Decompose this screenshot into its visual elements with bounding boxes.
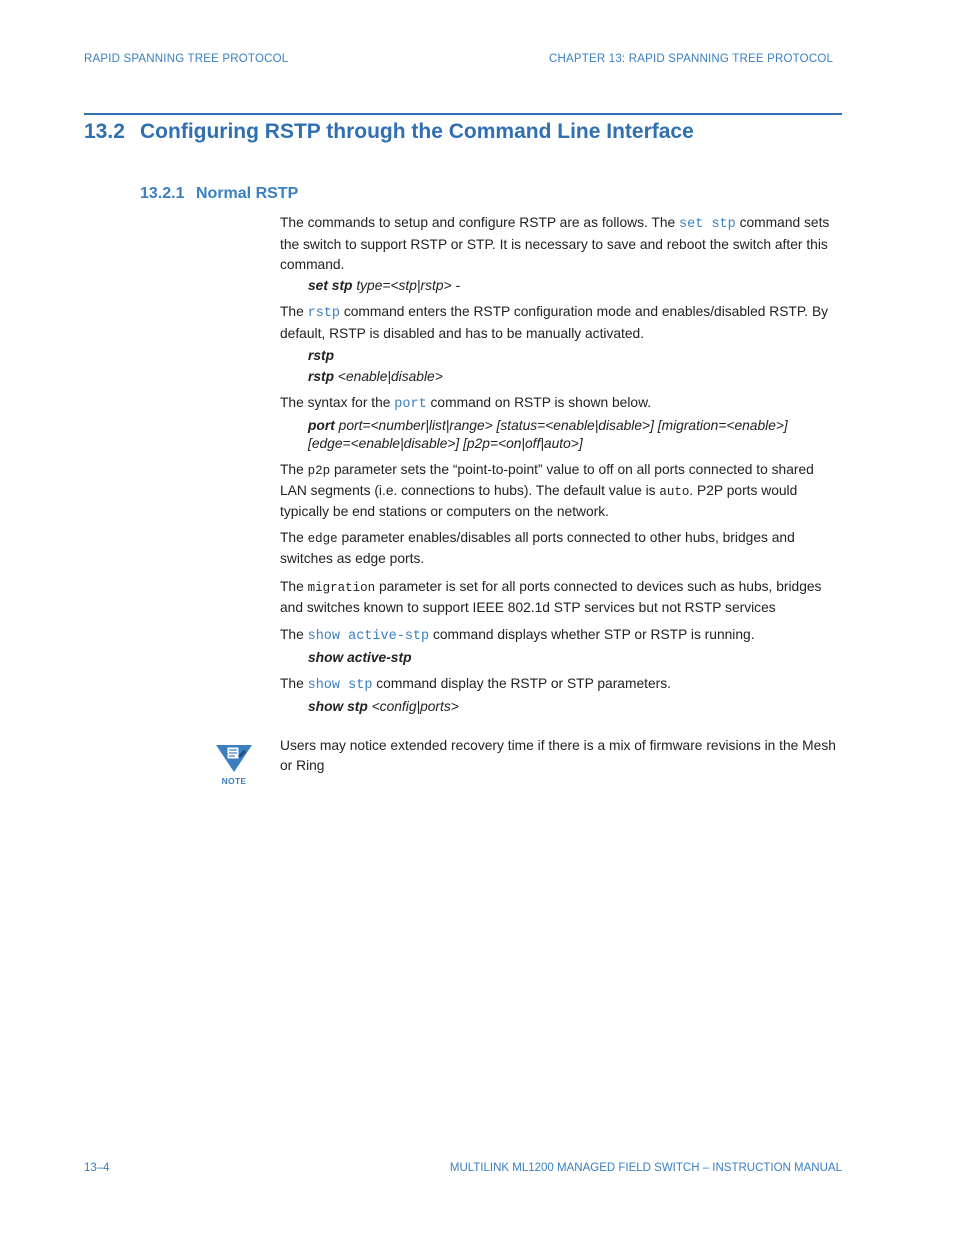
subsection-number: 13.2.1 [140, 185, 185, 202]
command-ref-rstp: rstp [307, 306, 341, 321]
command-keyword: show stp [308, 699, 368, 714]
text-run: The syntax for the [280, 395, 395, 410]
command-ref-show-active-stp: show active-stp [307, 629, 430, 644]
text-run: command displays whether STP or RSTP is running. [429, 627, 755, 642]
text-run: command sets the switch to support RSTP or STP. It is necessary to save and reboot the switch after this command. [280, 215, 830, 273]
text-run: command display the RSTP or STP parameters. [372, 676, 671, 691]
text-run: The [280, 579, 308, 594]
text-run: The [280, 676, 308, 691]
command-args: type=<stp|rstp> - [352, 278, 460, 293]
command-syntax-show-stp [308, 698, 842, 716]
paragraph-show-stp [280, 674, 842, 696]
paragraph-show-active-stp [280, 625, 842, 647]
text-run: parameter is set for all ports connected to devices such as hubs, bridges and switches known to support IEEE 802.1d STP services but not RSTP services [280, 579, 822, 616]
command-keyword: rstp [308, 348, 335, 363]
command-ref-set-stp: set stp [679, 217, 736, 232]
footer-manual-title: MULTILINK ML1200 MANAGED FIELD SWITCH – INSTRUCTION MANUAL [449, 1162, 842, 1174]
note-label: NOTE [221, 776, 247, 786]
paragraph-rstp [280, 302, 842, 344]
running-header-right: CHAPTER 13: RAPID SPANNING TREE PROTOCOL [549, 53, 834, 65]
command-args: [edge=<enable|disable>] [p2p=<on|off|auto>] [308, 436, 583, 451]
command-ref-port: port [394, 397, 427, 412]
command-syntax-show-active-stp [308, 649, 842, 667]
command-keyword: set stp [308, 278, 353, 293]
param-edge: edge [307, 532, 338, 546]
subsection-heading [140, 185, 298, 203]
subsection-title: Normal RSTP [196, 185, 299, 202]
text-run: The [280, 462, 308, 477]
paragraph-migration [280, 577, 842, 618]
command-args: port=<number|list|range> [status=<enable|disable>] [migration=<enable>] [334, 418, 788, 433]
text-run: command on RSTP is shown below. [426, 395, 652, 410]
command-syntax-set-stp [308, 277, 842, 295]
paragraph-edge [280, 528, 842, 569]
page-number: 13–4 [84, 1162, 110, 1174]
command-syntax-port [308, 417, 842, 453]
command-ref-show-stp: show stp [307, 678, 373, 693]
note-text: Users may notice extended recovery time if there is a mix of firmware revisions in the Mesh or Ring [280, 738, 836, 774]
paragraph-port [280, 393, 842, 415]
command-keyword: show active-stp [308, 650, 412, 665]
text-run: . P2P ports would typically be end stations or computers on the network. [280, 483, 798, 520]
command-keyword: rstp [308, 369, 335, 384]
command-keyword: port [308, 418, 335, 433]
command-syntax-rstp [308, 347, 842, 365]
param-p2p: p2p [307, 464, 331, 478]
paragraph-set-stp [280, 213, 842, 276]
param-migration: migration [307, 581, 376, 595]
command-syntax-rstp-enable [308, 368, 842, 386]
running-header-left: RAPID SPANNING TREE PROTOCOL [84, 53, 289, 65]
section-number: 13.2 [84, 120, 125, 143]
text-run: parameter enables/disables all ports connected to other hubs, bridges and switches as edge ports. [280, 530, 795, 567]
command-args: <enable|disable> [334, 369, 443, 384]
text-run: The [280, 530, 308, 545]
text-run: parameter sets the “point-to-point” value to off on all ports connected to shared LAN segments (i.e. connections to hubs). The default value is [280, 462, 814, 499]
text-run: The [280, 627, 308, 642]
paragraph-p2p [280, 460, 842, 523]
section-title: Configuring RSTP through the Command Line Interface [140, 120, 694, 143]
section-heading [84, 120, 694, 144]
text-run: The commands to setup and configure RSTP are as follows. The [280, 215, 680, 230]
note-icon [214, 742, 254, 788]
text-run: command enters the RSTP configuration mode and enables/disabled RSTP. By default, RSTP is disabled and has to be manually activated. [280, 304, 829, 342]
section-rule [84, 113, 842, 115]
command-args: <config|ports> [367, 699, 459, 714]
param-auto: auto [659, 485, 690, 500]
text-run: The [280, 304, 308, 319]
